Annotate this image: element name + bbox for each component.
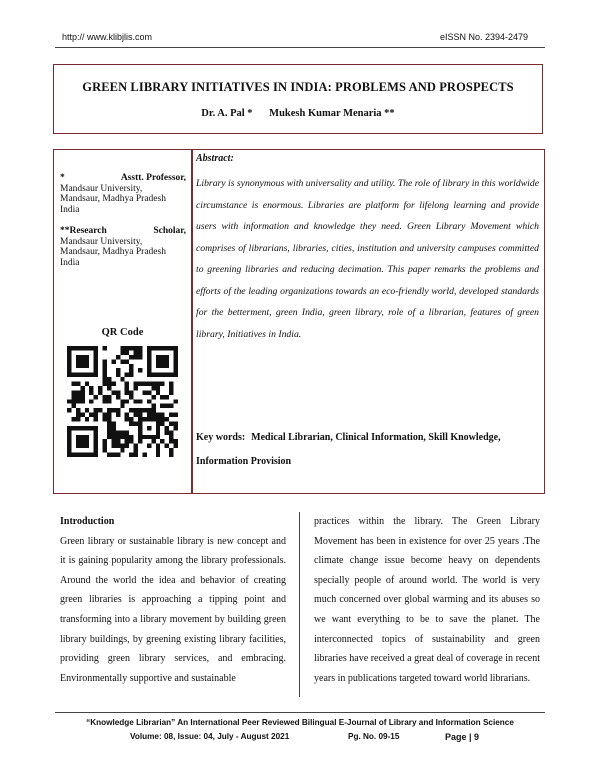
body-column-right (314, 512, 540, 688)
author-1: Dr. A. Pal * (201, 108, 253, 119)
body-text-right: practices within the library. The Green Library Movement has been in existence for over 25 years .The climate change issue become heavy on dependents specially people of around world. The world is very much concerned over global warming and its abuses so we want everything to be to save the planet. The interconnected topics of sustainability and green libraries have received a great deal of coverage in recent years in publications targeted toward world librarians. (314, 516, 540, 684)
issn-number: eISSN No. 2394-2479 (439, 32, 528, 42)
affiliation-line: Mandsaur University, (60, 183, 143, 194)
abstract-box (53, 149, 545, 494)
abstract-text: Library is synonymous with universality and utility. The role of library in this worldwide circumstance is enormous. Libraries are platform for lifelong learning and provide users with information and knowledge they need. Green Library Movement which comprises of librarians, libraries, cities, institution and university campuses committed to greening libraries and reducing decimation. This paper remarks the problems and efforts of the leading organizations towards an eco-friendly world, developed standards for the betterment, green India, green library, role of a librarian, features of green library, Initiatives in India. (196, 178, 540, 340)
role-prefix: **Research (60, 226, 107, 236)
keywords-label: Key words: (196, 432, 246, 443)
footer-rule (55, 712, 545, 713)
footer-page-number: Page | 9 (445, 732, 480, 742)
abstract-heading: Abstract: (196, 153, 234, 164)
column-rule (299, 512, 300, 697)
affiliation-line: Mandsaur University, (60, 236, 143, 247)
column-divider (191, 150, 193, 493)
journal-url[interactable]: http:// www.klibjlis.com (62, 32, 153, 42)
role-prefix: * (60, 173, 65, 183)
title-box (53, 64, 543, 134)
affiliation-1 (60, 173, 186, 215)
keywords (196, 426, 539, 474)
author-2: Mukesh Kumar Menaria ** (269, 108, 395, 119)
affiliation-2 (60, 226, 186, 268)
body-text-left: Green library or sustainable library is new concept and it is gaining popularity among the library professionals. Around the world the idea and behavior of creating green libraries is approaching a tipping point and transforming into a library movement by building green library buildings, by greening existing library facilities, providing green library services, and embracing. Environmentally supportive and sustainable (60, 535, 286, 684)
body-column-left (60, 512, 286, 688)
role-title: Asstt. Professor, (120, 173, 186, 183)
footer-volume: Volume: 08, Issue: 04, July - August 2021 (130, 732, 290, 741)
affiliation-line: Mandsaur, Madhya Pradesh (60, 247, 166, 257)
author-list (54, 108, 542, 119)
affiliation-role (60, 173, 186, 184)
role-title: Scholar, (153, 226, 186, 236)
footer-pages: Pg. No. 09-15 (348, 732, 400, 741)
header-rule (55, 47, 545, 48)
qr-code-icon[interactable] (67, 346, 178, 457)
affiliation-line: India (60, 257, 80, 268)
section-heading: Introduction (60, 516, 115, 527)
footer-journal: “Knowledge Librarian” An International Peer Reviewed Bilingual E-Journal of Library and Information Science (86, 718, 514, 727)
keywords-text: Medical Librarian, Clinical Information, Skill Knowledge, Information Provision (196, 432, 501, 467)
qr-code-label: QR Code (101, 327, 144, 338)
affiliation-role (60, 226, 186, 237)
affiliation-line: India (60, 204, 80, 215)
affiliation-line: Mandsaur, Madhya Pradesh (60, 194, 166, 204)
article-title: GREEN LIBRARY INITIATIVES IN INDIA: PROBLEMS AND PROSPECTS (82, 80, 514, 94)
